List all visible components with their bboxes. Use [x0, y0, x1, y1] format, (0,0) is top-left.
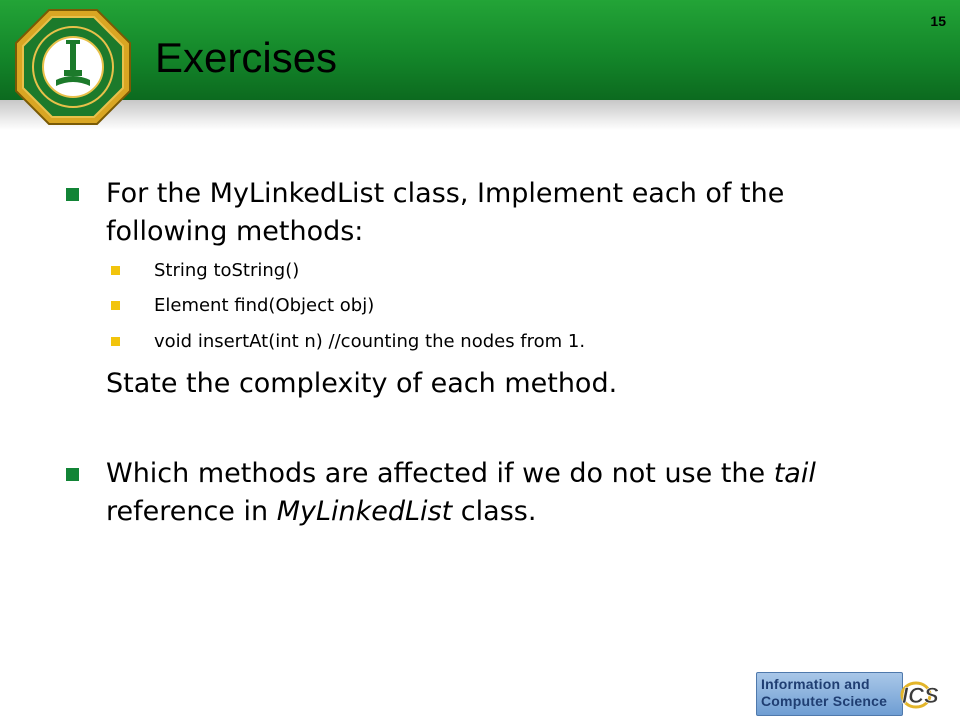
complexity-note: State the complexity of each method.	[106, 368, 618, 399]
title-bar	[0, 0, 960, 100]
emphasis-class-name: MyLinkedList	[276, 496, 453, 527]
bullet-tail-reference	[106, 455, 896, 531]
department-logo	[756, 672, 950, 716]
university-seal-icon	[14, 8, 132, 126]
method-signature: Element find(Object obj)	[154, 295, 375, 316]
slide-number: 15	[930, 13, 946, 29]
logo-line-2: Computer Science	[761, 693, 888, 709]
slide-title: Exercises	[155, 34, 338, 81]
emphasis-tail: tail	[773, 458, 816, 489]
method-list-item	[154, 294, 854, 318]
bullet-text-line: For the MyLinkedList class, Implement each of the	[106, 178, 785, 209]
method-signature: void insertAt(int n) //counting the nodes from 1.	[154, 331, 586, 352]
bullet-text-line: Which methods are affected if we do not use the tail	[106, 458, 816, 489]
method-list-item	[154, 330, 854, 354]
ics-logo-icon	[894, 674, 950, 714]
title-bar-shadow	[0, 100, 960, 130]
bullet-implement-methods	[106, 175, 896, 251]
logo-line-1: Information and	[761, 676, 870, 692]
yellow-bullet-icon	[111, 337, 120, 346]
green-bullet-icon	[66, 188, 79, 201]
yellow-bullet-icon	[111, 266, 120, 275]
method-list-item	[154, 259, 854, 283]
yellow-bullet-icon	[111, 301, 120, 310]
svg-text:ICS: ICS	[902, 683, 939, 708]
method-signature: String toString()	[154, 260, 300, 281]
green-bullet-icon	[66, 468, 79, 481]
bullet-text-line: following methods:	[106, 216, 364, 247]
bullet-text-line: reference in MyLinkedList class.	[106, 496, 537, 527]
